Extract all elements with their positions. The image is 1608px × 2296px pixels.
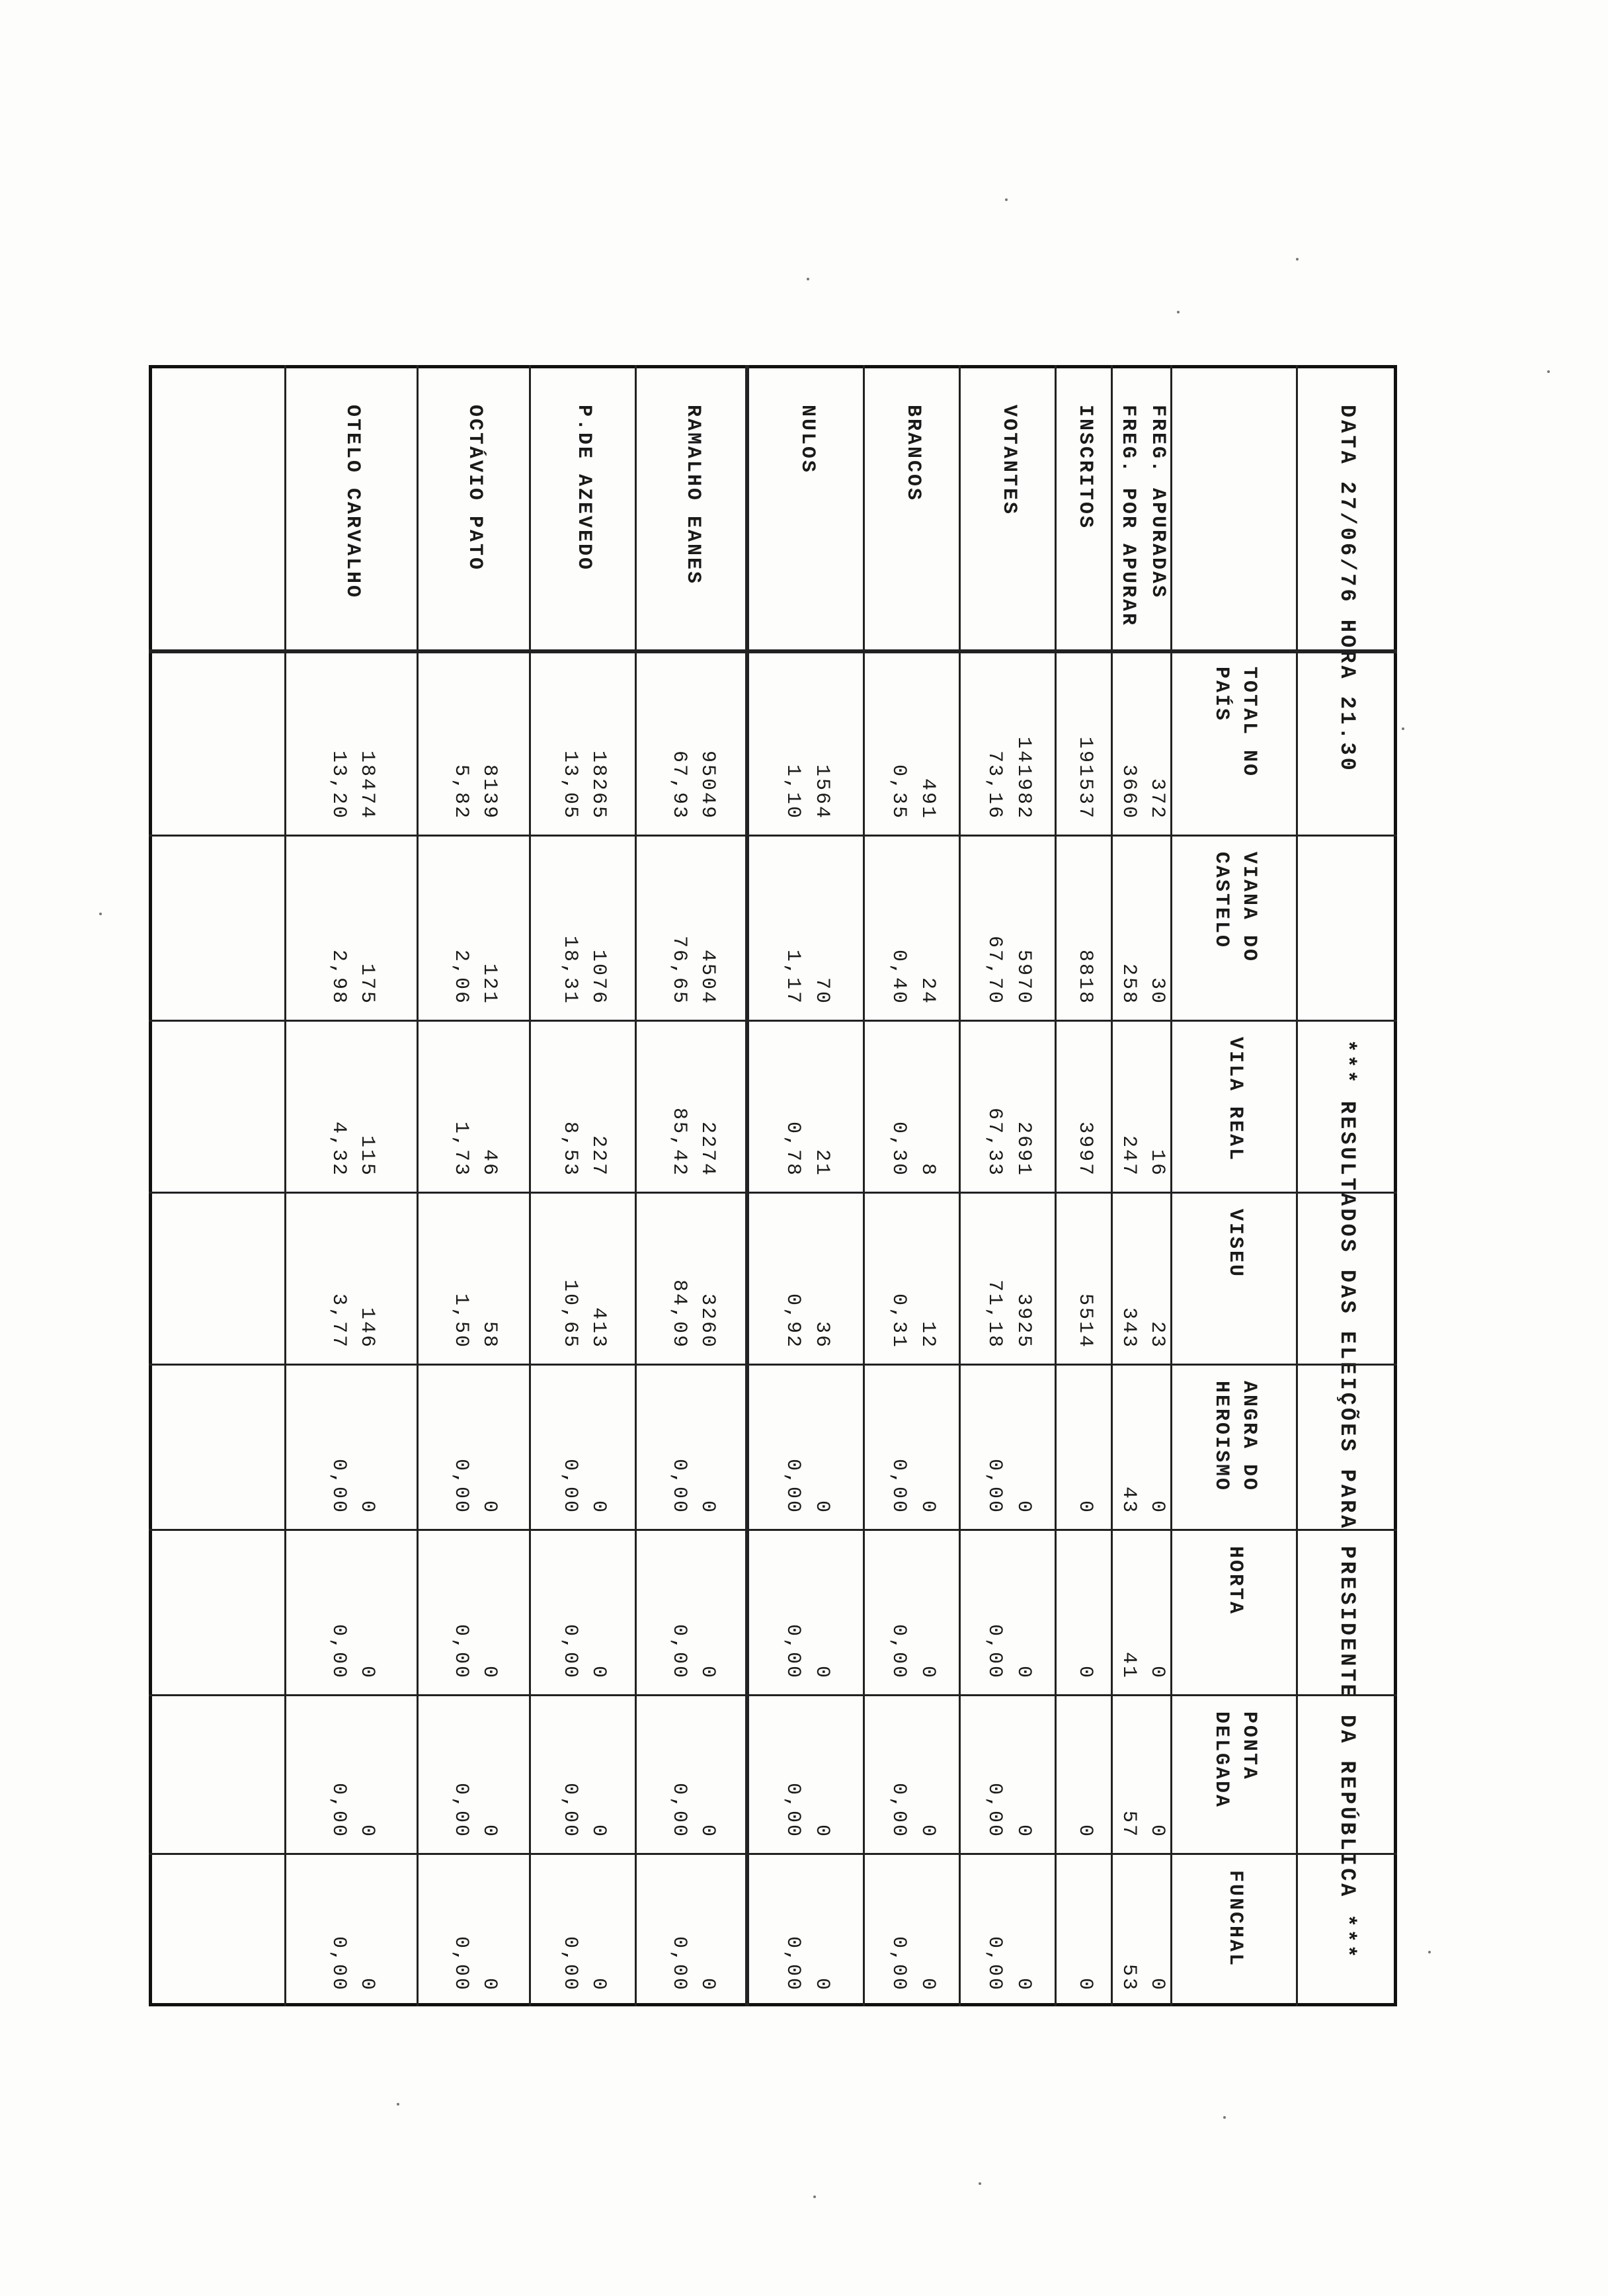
data-cell <box>865 1529 961 1694</box>
data-cell-line: 372 <box>1146 778 1169 820</box>
data-cell-line: 8 <box>916 1163 939 1177</box>
data-cell-line: 18474 <box>356 750 379 820</box>
data-cell-line: 5,82 <box>450 764 472 820</box>
row-label-line: VOTANTES <box>998 405 1020 516</box>
row-label-line: FREG. POR APURAR <box>1117 405 1139 628</box>
data-cell-line: 70 <box>811 977 833 1005</box>
data-cell-line: 0,00 <box>668 1623 690 1680</box>
column-header-line: HEROISMO <box>1210 1381 1232 1493</box>
data-cell-line: 191537 <box>1074 736 1097 820</box>
column-header <box>1172 1020 1298 1192</box>
data-cell <box>419 1020 531 1192</box>
data-cell-line: 0 <box>916 1665 939 1680</box>
data-cell <box>637 1853 749 2006</box>
data-cell-line: 0 <box>478 1665 501 1680</box>
data-cell-line: 36 <box>811 1321 833 1349</box>
row-label <box>286 365 419 649</box>
data-cell <box>961 1020 1057 1192</box>
data-cell-line: 5970 <box>1012 949 1035 1005</box>
column-header-line: ANGRA DO <box>1238 1381 1260 1493</box>
data-cell-line: 76,65 <box>668 935 690 1005</box>
data-cell <box>865 835 961 1020</box>
data-cell-line: 0,00 <box>983 1623 1006 1680</box>
data-cell-line: 12 <box>916 1321 939 1349</box>
data-cell-line: 413 <box>587 1307 610 1349</box>
data-cell-line: 30 <box>1146 977 1169 1005</box>
data-cell <box>286 1529 419 1694</box>
data-cell-line: 0,00 <box>327 1458 350 1514</box>
scan-speck <box>1428 1951 1431 1953</box>
data-cell-line: 3925 <box>1012 1293 1035 1349</box>
row-label-line: FREG. APURADAS <box>1146 405 1169 600</box>
row-label-line: P.DE AZEVEDO <box>573 405 596 572</box>
data-cell <box>1057 1020 1113 1192</box>
column-header <box>1172 649 1298 835</box>
data-cell <box>1113 649 1172 835</box>
data-cell <box>1113 1364 1172 1529</box>
data-cell-line: 0,00 <box>983 1936 1006 1992</box>
data-cell-line: 0 <box>811 1977 833 1992</box>
data-cell <box>961 1853 1057 2006</box>
row-label <box>419 365 531 649</box>
data-cell-line: 0,00 <box>559 1458 581 1514</box>
data-cell-line: 0 <box>356 1665 379 1680</box>
data-cell-line: 0,00 <box>887 1623 910 1680</box>
data-cell <box>419 1694 531 1853</box>
data-cell-line: 0,00 <box>450 1936 472 1992</box>
data-cell <box>419 1364 531 1529</box>
data-cell-line: 57 <box>1117 1810 1140 1838</box>
row-label <box>1113 365 1172 649</box>
data-cell <box>1057 1853 1113 2006</box>
data-cell-line: 3997 <box>1074 1121 1097 1177</box>
data-cell-line: 146 <box>356 1307 379 1349</box>
data-cell <box>961 1364 1057 1529</box>
data-cell-line: 0,00 <box>327 1936 350 1992</box>
data-cell <box>1057 835 1113 1020</box>
rotated-table-page <box>149 365 1397 2006</box>
data-cell-line: 0,00 <box>782 1458 805 1514</box>
data-cell-line: 85,42 <box>668 1107 690 1177</box>
scan-speck <box>1402 727 1404 730</box>
data-cell-line: 0 <box>356 1824 379 1838</box>
data-cell-line: 258 <box>1117 963 1140 1005</box>
data-cell-line: 5514 <box>1074 1293 1097 1349</box>
data-cell <box>531 835 637 1020</box>
data-cell-line: 0 <box>356 1977 379 1992</box>
scan-speck <box>807 278 809 280</box>
data-cell-line: 0,00 <box>782 1936 805 1992</box>
data-cell-line: 0 <box>916 1500 939 1514</box>
data-cell-line: 0,31 <box>887 1293 910 1349</box>
column-header <box>1172 1853 1298 2006</box>
data-cell-line: 141982 <box>1012 736 1035 820</box>
data-cell <box>531 1020 637 1192</box>
data-cell <box>531 1529 637 1694</box>
column-header-line: DELGADA <box>1210 1711 1232 1809</box>
column-header-line: HORTA <box>1224 1546 1246 1616</box>
data-cell-line: 0 <box>696 1977 719 1992</box>
data-cell-line: 67,93 <box>668 750 690 820</box>
data-cell-line: 0 <box>587 1665 610 1680</box>
data-cell-line: 0,00 <box>450 1458 472 1514</box>
data-cell-line: 115 <box>356 1135 379 1177</box>
data-cell <box>286 649 419 835</box>
data-cell-line: 2691 <box>1012 1121 1035 1177</box>
data-cell-line: 43 <box>1117 1486 1140 1514</box>
data-cell <box>419 1192 531 1364</box>
data-cell <box>865 1364 961 1529</box>
data-cell <box>286 835 419 1020</box>
data-cell-line: 21 <box>811 1149 833 1177</box>
data-cell <box>865 649 961 835</box>
data-cell-line: 95049 <box>696 750 719 820</box>
data-cell-line: 1,50 <box>450 1293 472 1349</box>
data-cell-line: 343 <box>1117 1307 1140 1349</box>
data-cell-line: 0,00 <box>668 1936 690 1992</box>
data-cell-line: 0 <box>1012 1500 1035 1514</box>
data-cell <box>531 649 637 835</box>
data-cell <box>749 1020 865 1192</box>
row-label-line: INSCRITOS <box>1074 405 1096 530</box>
column-header <box>1172 835 1298 1020</box>
data-cell <box>1057 1192 1113 1364</box>
data-cell-line: 10,65 <box>559 1279 581 1349</box>
column-header-line: PONTA <box>1238 1711 1260 1782</box>
data-cell-line: 4504 <box>696 949 719 1005</box>
row-label-line: OCTÁVIO PATO <box>463 405 487 572</box>
data-cell-line: 53 <box>1117 1963 1140 1992</box>
column-header-line: TOTAL NO <box>1238 667 1260 778</box>
data-cell-line: 0,78 <box>782 1121 805 1177</box>
data-cell <box>286 1853 419 2006</box>
data-cell-line: 0 <box>587 1500 610 1514</box>
data-cell-line: 0,00 <box>668 1782 690 1838</box>
data-cell-line: 0 <box>696 1500 719 1514</box>
row-label-line: OTELO CARVALHO <box>341 405 364 600</box>
row-label <box>637 365 749 649</box>
data-cell-line: 0 <box>916 1824 939 1838</box>
data-cell-line: 2274 <box>696 1121 719 1177</box>
row-label <box>531 365 637 649</box>
data-cell <box>1113 1529 1172 1694</box>
data-cell-line: 0 <box>1074 1500 1097 1514</box>
data-cell-line: 0,00 <box>450 1782 472 1838</box>
data-cell-line: 0 <box>1146 1500 1169 1514</box>
data-cell-line: 0 <box>811 1665 833 1680</box>
row-label <box>865 365 961 649</box>
data-cell-line: 18,31 <box>559 935 581 1005</box>
data-cell <box>1057 1694 1113 1853</box>
data-cell <box>865 1694 961 1853</box>
data-cell-line: 0 <box>811 1500 833 1514</box>
scan-speck <box>813 2195 816 2198</box>
data-cell-line: 13,20 <box>327 750 350 820</box>
data-cell-line: 0,00 <box>559 1782 581 1838</box>
data-cell-line: 0 <box>587 1977 610 1992</box>
data-cell <box>865 1853 961 2006</box>
data-cell <box>531 1694 637 1853</box>
column-header <box>1172 1192 1298 1364</box>
data-cell <box>749 1853 865 2006</box>
data-cell-line: 0,00 <box>327 1623 350 1680</box>
data-cell-line: 0 <box>1074 1824 1097 1838</box>
data-cell-line: 1,73 <box>450 1121 472 1177</box>
data-cell-line: 0 <box>1012 1665 1035 1680</box>
data-cell-line: 0,00 <box>559 1623 581 1680</box>
data-cell-line: 1076 <box>587 949 610 1005</box>
data-cell-line: 18265 <box>587 750 610 820</box>
data-cell-line: 0,00 <box>450 1623 472 1680</box>
data-cell-line: 16 <box>1146 1149 1169 1177</box>
data-cell <box>749 1529 865 1694</box>
data-cell-line: 67,33 <box>983 1107 1006 1177</box>
data-cell-line: 0,00 <box>887 1458 910 1514</box>
data-cell <box>1113 835 1172 1020</box>
data-cell-line: 175 <box>356 963 379 1005</box>
column-header-line: VIANA DO <box>1238 852 1260 964</box>
data-cell-line: 3,77 <box>327 1293 350 1349</box>
data-cell-line: 0 <box>1012 1824 1035 1838</box>
scan-speck <box>979 2182 981 2185</box>
data-cell-line: 0 <box>811 1824 833 1838</box>
column-header <box>1172 1694 1298 1853</box>
data-cell-line: 0,00 <box>983 1458 1006 1514</box>
data-cell-line: 1,17 <box>782 949 805 1005</box>
data-cell <box>749 649 865 835</box>
data-cell <box>961 1694 1057 1853</box>
data-cell <box>419 649 531 835</box>
data-cell <box>961 649 1057 835</box>
row-label <box>1057 365 1113 649</box>
data-cell <box>286 1694 419 1853</box>
data-cell-line: 227 <box>587 1135 610 1177</box>
data-cell-line: 0 <box>1012 1977 1035 1992</box>
data-cell-line: 491 <box>916 778 939 820</box>
data-cell <box>531 1364 637 1529</box>
data-cell <box>749 1192 865 1364</box>
data-cell <box>1057 1364 1113 1529</box>
data-cell-line: 0 <box>587 1824 610 1838</box>
data-cell <box>286 1020 419 1192</box>
data-cell-line: 67,70 <box>983 935 1006 1005</box>
data-cell-line: 3660 <box>1117 764 1140 820</box>
column-header-line: VISEU <box>1224 1209 1246 1279</box>
column-header-line: FUNCHAL <box>1224 1870 1246 1968</box>
data-cell <box>637 1694 749 1853</box>
data-cell <box>419 1853 531 2006</box>
data-cell-line: 0,00 <box>983 1782 1006 1838</box>
data-cell <box>1057 649 1113 835</box>
column-header <box>1172 1529 1298 1694</box>
data-cell-line: 0 <box>696 1824 719 1838</box>
data-cell-line: 0,92 <box>782 1293 805 1349</box>
data-cell-line: 0,30 <box>887 1121 910 1177</box>
scan-speck <box>99 913 102 915</box>
data-cell-line: 58 <box>478 1321 501 1349</box>
date-time-header: DATA 27/06/76 HORA 21.30 <box>1335 405 1360 773</box>
data-cell-line: 0,35 <box>887 764 910 820</box>
document-title: *** RESULTADOS DAS ELEIÇÕES PARA PRESIDENTE DA REPÚBLICA *** <box>1335 1040 1360 1961</box>
data-cell <box>749 835 865 1020</box>
data-cell <box>637 1192 749 1364</box>
data-cell-line: 0,00 <box>887 1936 910 1992</box>
data-cell <box>1113 1853 1172 2006</box>
data-cell-line: 1,10 <box>782 764 805 820</box>
row-label-line: BRANCOS <box>902 405 924 503</box>
data-cell <box>531 1192 637 1364</box>
data-cell-line: 0,00 <box>327 1782 350 1838</box>
column-header <box>1172 1364 1298 1529</box>
data-cell <box>1113 1192 1172 1364</box>
data-cell-line: 8,53 <box>559 1121 581 1177</box>
column-header-line: PAÍS <box>1210 667 1232 723</box>
data-cell-line: 0 <box>1074 1665 1097 1680</box>
data-cell <box>1057 1529 1113 1694</box>
data-cell-line: 13,05 <box>559 750 581 820</box>
data-cell-line: 23 <box>1146 1321 1169 1349</box>
row-label <box>961 365 1057 649</box>
data-cell-line: 0 <box>356 1500 379 1514</box>
data-cell <box>1113 1020 1172 1192</box>
row-label-line: RAMALHO EANES <box>682 405 705 586</box>
data-cell-line: 0 <box>1074 1977 1097 1992</box>
scan-speck <box>1005 198 1008 201</box>
data-cell-line: 8818 <box>1074 949 1097 1005</box>
data-cell <box>749 1694 865 1853</box>
data-cell-line: 0,00 <box>559 1936 581 1992</box>
data-cell-line: 84,09 <box>668 1279 690 1349</box>
data-cell-line: 0 <box>478 1500 501 1514</box>
row-label <box>749 365 865 649</box>
scan-speck <box>1177 311 1180 313</box>
data-cell-line: 2,06 <box>450 949 472 1005</box>
column-header-line: CASTELO <box>1210 852 1232 950</box>
data-cell-line: 4,32 <box>327 1121 350 1177</box>
data-cell <box>961 1529 1057 1694</box>
scan-speck <box>397 2103 399 2106</box>
data-cell-line: 121 <box>478 963 501 1005</box>
data-cell-line: 0,40 <box>887 949 910 1005</box>
data-cell-line: 0,00 <box>782 1782 805 1838</box>
data-cell-line: 0,00 <box>782 1623 805 1680</box>
data-cell-line: 3260 <box>696 1293 719 1349</box>
data-cell-line: 71,18 <box>983 1279 1006 1349</box>
data-cell <box>419 1529 531 1694</box>
data-cell-line: 0 <box>478 1977 501 1992</box>
data-cell-line: 0 <box>1146 1824 1169 1838</box>
data-cell-line: 0,00 <box>668 1458 690 1514</box>
data-cell-line: 0 <box>1146 1665 1169 1680</box>
data-cell-line: 0 <box>478 1824 501 1838</box>
scan-speck <box>1296 258 1299 261</box>
data-cell <box>749 1364 865 1529</box>
data-cell <box>531 1853 637 2006</box>
data-cell <box>419 835 531 1020</box>
data-cell <box>286 1192 419 1364</box>
data-cell <box>286 1364 419 1529</box>
row-label-line: NULOS <box>796 405 819 475</box>
data-cell <box>637 1020 749 1192</box>
scan-speck <box>1223 2116 1226 2119</box>
data-cell <box>865 1192 961 1364</box>
data-cell <box>637 1529 749 1694</box>
data-cell-line: 247 <box>1117 1135 1140 1177</box>
data-cell <box>637 835 749 1020</box>
data-cell-line: 73,16 <box>983 750 1006 820</box>
data-cell-line: 41 <box>1117 1651 1140 1680</box>
data-cell <box>865 1020 961 1192</box>
data-cell <box>961 835 1057 1020</box>
data-cell <box>637 649 749 835</box>
data-cell-line: 0 <box>916 1977 939 1992</box>
data-cell-line: 24 <box>916 977 939 1005</box>
data-cell-line: 0 <box>696 1665 719 1680</box>
data-cell-line: 0 <box>1146 1977 1169 1992</box>
data-cell-line: 46 <box>478 1149 501 1177</box>
scan-speck <box>1547 370 1550 373</box>
data-cell <box>637 1364 749 1529</box>
data-cell-line: 8139 <box>478 764 501 820</box>
data-cell <box>1113 1694 1172 1853</box>
column-header-line: VILA REAL <box>1224 1037 1246 1163</box>
data-cell-line: 0,00 <box>887 1782 910 1838</box>
data-cell-line: 2,98 <box>327 949 350 1005</box>
data-cell-line: 1564 <box>811 764 833 820</box>
data-cell <box>961 1192 1057 1364</box>
